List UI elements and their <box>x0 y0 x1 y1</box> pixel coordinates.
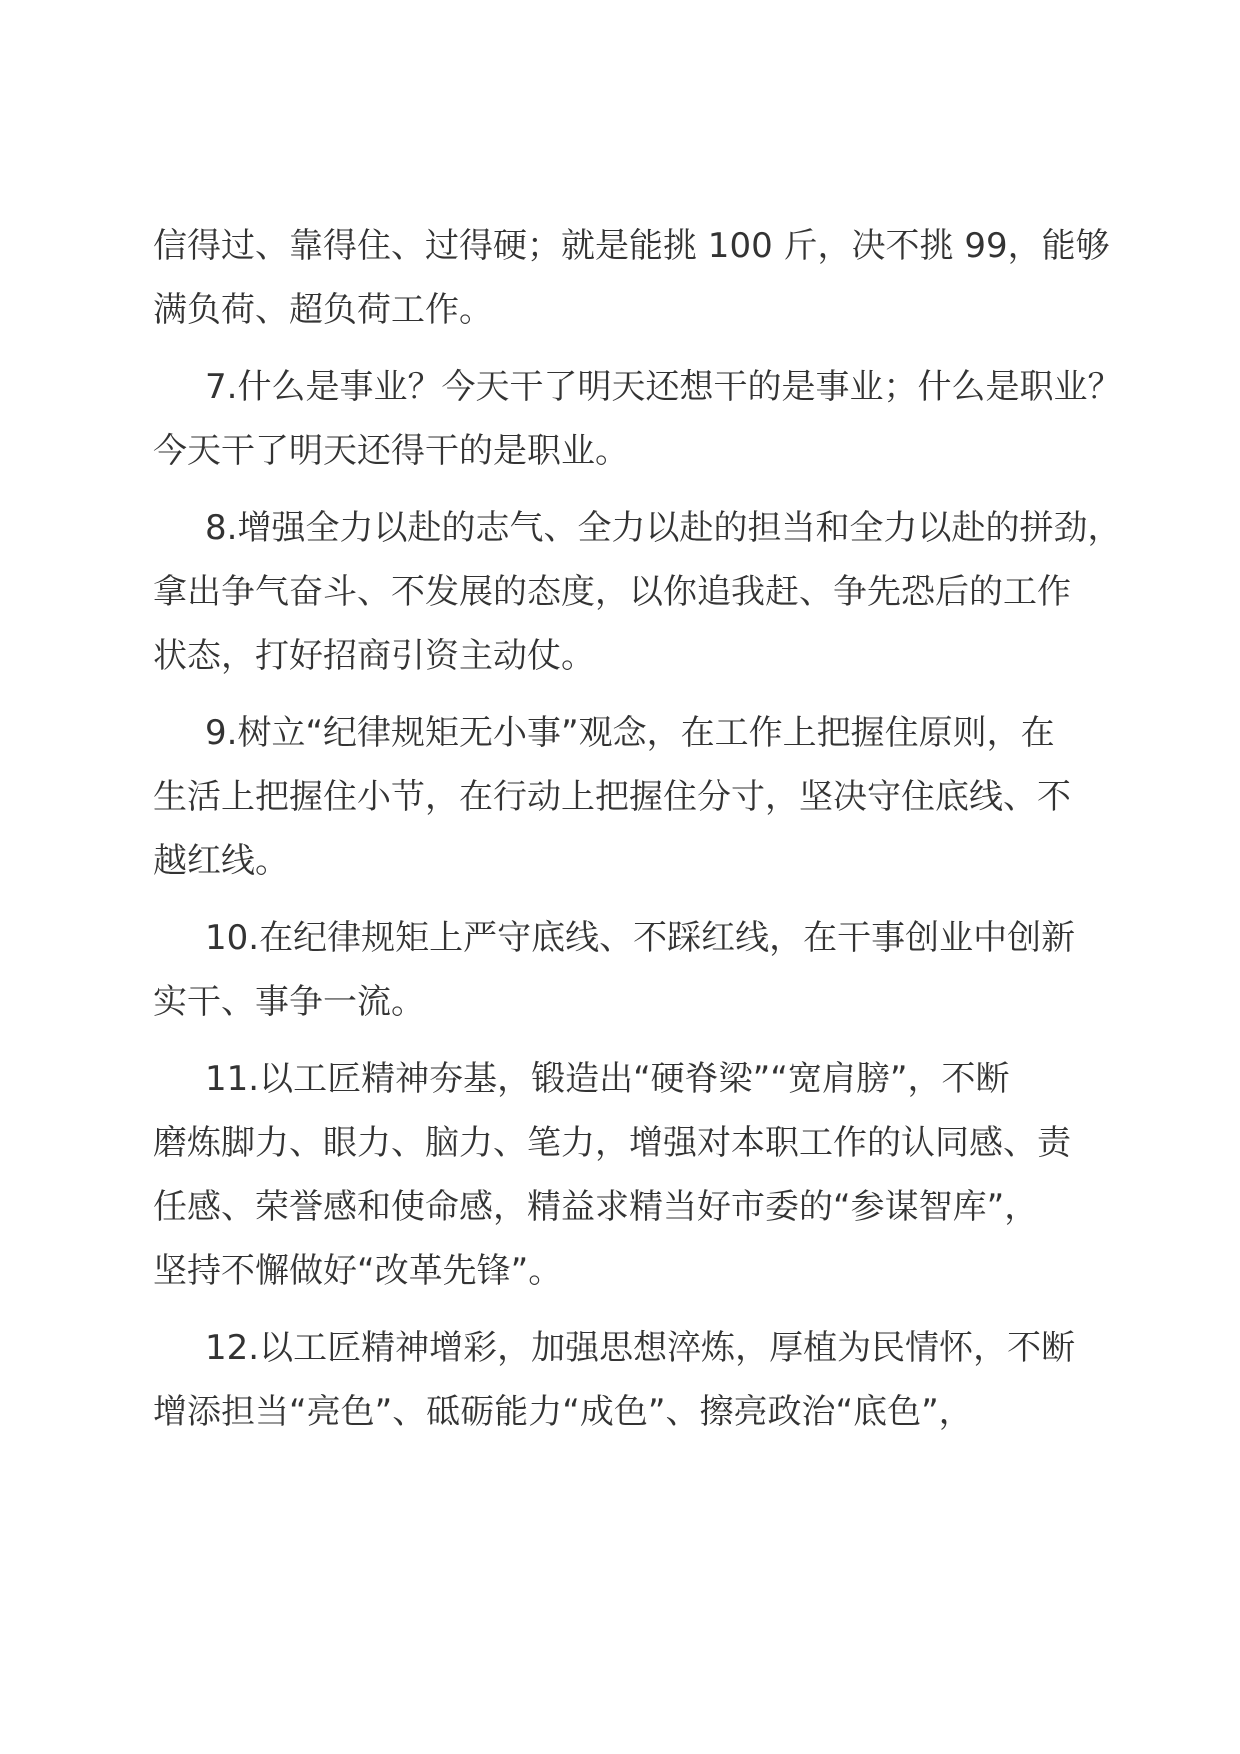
text-line: 11.以工匠精神夯基，锻造出“硬脊梁”“宽肩膀”，不断 <box>205 1059 1010 1099</box>
text-line: 实干、事争一流。 <box>153 982 425 1022</box>
text-line: 满负荷、超负荷工作。 <box>153 290 493 330</box>
text-line: 7.什么是事业？今天干了明天还想干的是事业；什么是职业？ <box>205 367 1122 407</box>
text-line: 8.增强全力以赴的志气、全力以赴的担当和全力以赴的拼劲， <box>205 508 1122 548</box>
text-line: 生活上把握住小节，在行动上把握住分寸，坚决守住底线、不 <box>153 777 1071 817</box>
text-line: 信得过、靠得住、过得硬；就是能挑 100 斤，决不挑 99，能够 <box>153 226 1110 266</box>
text-line: 状态，打好招商引资主动仗。 <box>153 636 595 676</box>
text-line: 越红线。 <box>153 841 289 881</box>
paragraph-item-11 <box>153 1047 1103 1303</box>
paragraph-continuation <box>153 214 1110 342</box>
text-line: 今天干了明天还得干的是职业。 <box>153 431 629 471</box>
text-line: 12.以工匠精神增彩，加强思想淬炼，厚植为民情怀，不断 <box>205 1328 1076 1368</box>
paragraph-item-12 <box>153 1316 1103 1444</box>
text-line: 9.树立“纪律规矩无小事”观念，在工作上把握住原则，在 <box>205 713 1055 753</box>
paragraph-item-9 <box>153 701 1103 893</box>
document-body <box>153 214 1122 1444</box>
text-line: 坚持不懈做好“改革先锋”。 <box>153 1251 563 1291</box>
paragraph-item-7 <box>153 355 1122 483</box>
text-line: 磨炼脚力、眼力、脑力、笔力，增强对本职工作的认同感、责 <box>153 1123 1071 1163</box>
text-line: 增添担当“亮色”、砥砺能力“成色”、擦亮政治“底色”， <box>153 1392 973 1432</box>
text-line: 拿出争气奋斗、不发展的态度，以你追我赶、争先恐后的工作 <box>153 572 1071 612</box>
text-line: 10.在纪律规矩上严守底线、不踩红线，在干事创业中创新 <box>205 918 1076 958</box>
paragraph-item-8 <box>153 496 1122 688</box>
paragraph-item-10 <box>153 906 1103 1034</box>
text-line: 任感、荣誉感和使命感，精益求精当好市委的“参谋智库”， <box>153 1187 1039 1227</box>
